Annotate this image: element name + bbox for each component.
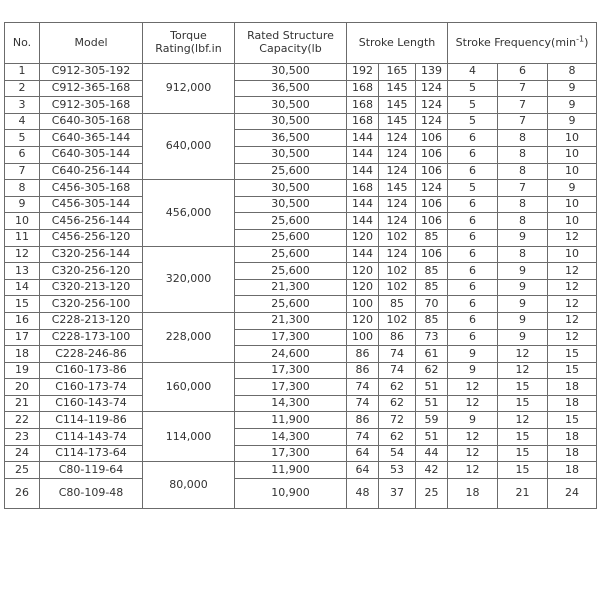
row-no: 15 [5,296,40,313]
row-stroke-length: 139 [416,64,448,81]
row-capacity: 24,600 [235,346,347,363]
row-stroke-length: 124 [379,246,416,263]
row-stroke-frequency: 12 [448,445,498,462]
row-stroke-length: 124 [416,113,448,130]
row-stroke-frequency: 6 [498,64,548,81]
header-capacity-line2: Capacity(lb [259,42,322,55]
row-stroke-length: 144 [347,246,379,263]
row-stroke-frequency: 12 [548,263,597,280]
row-model: C114-143-74 [40,429,143,446]
row-stroke-frequency: 15 [548,412,597,429]
row-stroke-length: 102 [379,263,416,280]
row-no: 3 [5,97,40,114]
row-stroke-length: 144 [347,130,379,147]
row-stroke-frequency: 12 [498,362,548,379]
row-capacity: 17,300 [235,445,347,462]
row-stroke-frequency: 21 [498,478,548,508]
row-stroke-frequency: 15 [498,429,548,446]
row-torque: 456,000 [143,180,235,246]
row-stroke-frequency: 10 [548,213,597,230]
row-stroke-frequency: 7 [498,80,548,97]
row-stroke-frequency: 6 [448,196,498,213]
table-row [5,196,597,213]
row-no: 25 [5,462,40,479]
table-row [5,312,597,329]
row-torque: 912,000 [143,64,235,114]
header-model: Model [40,23,143,64]
row-capacity: 17,300 [235,379,347,396]
row-stroke-length: 85 [416,263,448,280]
row-stroke-frequency: 5 [448,80,498,97]
row-capacity: 30,500 [235,64,347,81]
header-stroke-length: Stroke Length [347,23,448,64]
header-stroke-frequency-sup: -1 [576,34,585,44]
row-stroke-length: 85 [416,229,448,246]
row-torque: 640,000 [143,113,235,179]
row-stroke-frequency: 12 [548,312,597,329]
row-stroke-length: 86 [379,329,416,346]
row-stroke-length: 168 [347,80,379,97]
table-row [5,80,597,97]
row-stroke-length: 106 [416,213,448,230]
row-model: C228-213-120 [40,312,143,329]
row-model: C456-305-168 [40,180,143,197]
row-no: 17 [5,329,40,346]
row-stroke-length: 102 [379,279,416,296]
row-stroke-length: 124 [379,146,416,163]
row-stroke-length: 74 [379,362,416,379]
row-stroke-frequency: 15 [498,379,548,396]
row-model: C320-213-120 [40,279,143,296]
row-capacity: 14,300 [235,429,347,446]
row-stroke-frequency: 9 [548,97,597,114]
row-stroke-frequency: 9 [448,346,498,363]
table-row [5,462,597,479]
table-row [5,97,597,114]
row-stroke-length: 72 [379,412,416,429]
row-model: C228-246-86 [40,346,143,363]
row-no: 10 [5,213,40,230]
row-stroke-frequency: 9 [498,229,548,246]
table-row [5,113,597,130]
row-stroke-frequency: 10 [548,163,597,180]
row-no: 21 [5,395,40,412]
row-stroke-length: 25 [416,478,448,508]
row-stroke-length: 124 [416,80,448,97]
table-row [5,445,597,462]
row-capacity: 25,600 [235,213,347,230]
row-no: 2 [5,80,40,97]
row-stroke-length: 124 [416,180,448,197]
row-stroke-length: 124 [379,163,416,180]
row-no: 8 [5,180,40,197]
row-stroke-frequency: 6 [448,312,498,329]
table-row [5,478,597,508]
row-stroke-frequency: 7 [498,113,548,130]
row-no: 14 [5,279,40,296]
row-model: C320-256-120 [40,263,143,280]
row-stroke-length: 106 [416,246,448,263]
header-torque [143,23,235,64]
row-stroke-frequency: 12 [448,462,498,479]
row-stroke-length: 124 [379,130,416,147]
row-stroke-length: 144 [347,196,379,213]
row-capacity: 30,500 [235,97,347,114]
row-stroke-length: 37 [379,478,416,508]
row-capacity: 14,300 [235,395,347,412]
row-capacity: 21,300 [235,312,347,329]
row-stroke-length: 85 [416,279,448,296]
table-row [5,329,597,346]
row-capacity: 11,900 [235,412,347,429]
row-torque: 160,000 [143,362,235,412]
row-stroke-frequency: 15 [498,445,548,462]
row-no: 23 [5,429,40,446]
row-stroke-length: 124 [416,97,448,114]
row-stroke-length: 62 [379,395,416,412]
row-stroke-length: 100 [347,329,379,346]
table-row [5,395,597,412]
row-torque: 228,000 [143,312,235,362]
header-torque-line2: Rating(lbf.in [155,42,222,55]
row-capacity: 36,500 [235,80,347,97]
row-stroke-length: 120 [347,312,379,329]
row-model: C456-305-144 [40,196,143,213]
row-model: C320-256-144 [40,246,143,263]
row-no: 22 [5,412,40,429]
row-stroke-frequency: 6 [448,130,498,147]
row-stroke-frequency: 15 [498,462,548,479]
row-stroke-frequency: 12 [548,279,597,296]
row-stroke-length: 86 [347,362,379,379]
row-stroke-length: 144 [347,213,379,230]
table-row [5,213,597,230]
table-row [5,346,597,363]
row-stroke-frequency: 18 [548,462,597,479]
row-stroke-frequency: 7 [498,180,548,197]
row-stroke-frequency: 18 [548,445,597,462]
table-row [5,263,597,280]
row-stroke-frequency: 4 [448,64,498,81]
row-stroke-frequency: 18 [548,429,597,446]
row-stroke-frequency: 18 [448,478,498,508]
row-stroke-frequency: 6 [448,329,498,346]
row-stroke-length: 44 [416,445,448,462]
row-capacity: 36,500 [235,130,347,147]
row-stroke-length: 102 [379,229,416,246]
row-stroke-length: 85 [379,296,416,313]
row-stroke-length: 64 [347,445,379,462]
row-stroke-frequency: 10 [548,196,597,213]
table-row [5,163,597,180]
row-stroke-length: 74 [347,429,379,446]
row-stroke-length: 62 [416,362,448,379]
row-stroke-length: 145 [379,180,416,197]
table-row [5,429,597,446]
row-model: C912-365-168 [40,80,143,97]
row-stroke-frequency: 12 [548,229,597,246]
table-row [5,130,597,147]
table-row [5,279,597,296]
row-stroke-length: 165 [379,64,416,81]
row-stroke-length: 74 [379,346,416,363]
row-stroke-length: 168 [347,97,379,114]
row-stroke-length: 106 [416,196,448,213]
row-capacity: 25,600 [235,246,347,263]
table-row [5,362,597,379]
row-stroke-length: 86 [347,346,379,363]
table-row [5,229,597,246]
row-stroke-length: 85 [416,312,448,329]
row-stroke-frequency: 6 [448,229,498,246]
header-capacity [235,23,347,64]
row-stroke-frequency: 9 [448,412,498,429]
row-stroke-frequency: 18 [548,379,597,396]
row-stroke-frequency: 9 [548,180,597,197]
header-no: No. [5,23,40,64]
row-capacity: 11,900 [235,462,347,479]
row-stroke-frequency: 9 [498,312,548,329]
row-no: 7 [5,163,40,180]
row-stroke-frequency: 15 [548,346,597,363]
row-stroke-frequency: 9 [548,113,597,130]
row-stroke-frequency: 9 [548,80,597,97]
row-stroke-length: 168 [347,180,379,197]
header-stroke-frequency-text: Stroke Frequency(min [455,35,577,49]
row-model: C640-305-144 [40,146,143,163]
row-stroke-frequency: 15 [548,362,597,379]
row-stroke-frequency: 9 [498,296,548,313]
row-no: 20 [5,379,40,396]
row-stroke-frequency: 9 [498,279,548,296]
row-model: C640-305-168 [40,113,143,130]
row-stroke-length: 102 [379,312,416,329]
row-capacity: 25,600 [235,229,347,246]
row-stroke-frequency: 12 [498,346,548,363]
row-stroke-frequency: 9 [498,329,548,346]
row-model: C160-173-86 [40,362,143,379]
row-no: 16 [5,312,40,329]
row-stroke-length: 106 [416,146,448,163]
row-stroke-frequency: 12 [448,395,498,412]
row-model: C640-365-144 [40,130,143,147]
table-body [5,64,597,509]
row-stroke-frequency: 18 [548,395,597,412]
row-no: 19 [5,362,40,379]
row-stroke-frequency: 6 [448,296,498,313]
row-capacity: 30,500 [235,180,347,197]
row-no: 4 [5,113,40,130]
row-stroke-length: 54 [379,445,416,462]
row-no: 9 [5,196,40,213]
row-model: C228-173-100 [40,329,143,346]
row-stroke-length: 42 [416,462,448,479]
row-stroke-frequency: 8 [498,163,548,180]
row-torque: 114,000 [143,412,235,462]
row-torque: 320,000 [143,246,235,312]
row-stroke-length: 100 [347,296,379,313]
header-row [5,23,597,64]
row-stroke-frequency: 24 [548,478,597,508]
row-stroke-frequency: 7 [498,97,548,114]
table-row [5,296,597,313]
row-capacity: 25,600 [235,263,347,280]
row-stroke-frequency: 5 [448,113,498,130]
row-no: 26 [5,478,40,508]
table-row [5,412,597,429]
row-stroke-frequency: 9 [448,362,498,379]
row-model: C456-256-144 [40,213,143,230]
row-model: C80-109-48 [40,478,143,508]
row-capacity: 30,500 [235,113,347,130]
row-no: 11 [5,229,40,246]
row-stroke-frequency: 8 [498,146,548,163]
row-stroke-frequency: 10 [548,130,597,147]
row-stroke-length: 53 [379,462,416,479]
row-no: 6 [5,146,40,163]
spec-table [4,22,597,509]
row-stroke-frequency: 10 [548,146,597,163]
row-stroke-frequency: 6 [448,146,498,163]
row-stroke-length: 120 [347,279,379,296]
row-stroke-length: 86 [347,412,379,429]
header-stroke-frequency [448,23,597,64]
row-stroke-frequency: 8 [498,130,548,147]
row-stroke-frequency: 12 [498,412,548,429]
table-row [5,146,597,163]
row-stroke-length: 106 [416,163,448,180]
row-no: 18 [5,346,40,363]
row-capacity: 30,500 [235,146,347,163]
row-no: 5 [5,130,40,147]
row-stroke-length: 74 [347,395,379,412]
row-capacity: 25,600 [235,296,347,313]
row-no: 13 [5,263,40,280]
row-model: C320-256-100 [40,296,143,313]
row-stroke-length: 70 [416,296,448,313]
row-stroke-frequency: 5 [448,97,498,114]
row-stroke-length: 59 [416,412,448,429]
row-stroke-length: 145 [379,113,416,130]
row-stroke-frequency: 6 [448,213,498,230]
row-stroke-length: 64 [347,462,379,479]
row-capacity: 10,900 [235,478,347,508]
row-capacity: 30,500 [235,196,347,213]
row-model: C114-119-86 [40,412,143,429]
row-stroke-length: 192 [347,64,379,81]
row-stroke-length: 120 [347,229,379,246]
row-model: C640-256-144 [40,163,143,180]
header-capacity-line1: Rated Structure [247,29,334,43]
row-stroke-frequency: 8 [498,246,548,263]
row-stroke-length: 48 [347,478,379,508]
table-row [5,246,597,263]
table-row [5,180,597,197]
row-model: C160-143-74 [40,395,143,412]
row-stroke-frequency: 12 [548,329,597,346]
row-stroke-frequency: 6 [448,246,498,263]
row-stroke-frequency: 5 [448,180,498,197]
row-stroke-frequency: 12 [448,379,498,396]
row-stroke-frequency: 6 [448,263,498,280]
row-stroke-length: 51 [416,395,448,412]
row-capacity: 21,300 [235,279,347,296]
row-stroke-length: 51 [416,429,448,446]
row-model: C114-173-64 [40,445,143,462]
row-capacity: 25,600 [235,163,347,180]
row-stroke-frequency: 6 [448,279,498,296]
row-model: C912-305-192 [40,64,143,81]
row-stroke-frequency: 12 [448,429,498,446]
row-capacity: 17,300 [235,362,347,379]
row-stroke-frequency: 10 [548,246,597,263]
header-torque-line1: Torque [170,29,207,43]
row-no: 1 [5,64,40,81]
row-stroke-length: 74 [347,379,379,396]
row-stroke-frequency: 12 [548,296,597,313]
row-stroke-frequency: 15 [498,395,548,412]
row-no: 24 [5,445,40,462]
row-stroke-length: 168 [347,113,379,130]
table-row [5,64,597,81]
row-no: 12 [5,246,40,263]
row-stroke-frequency: 8 [548,64,597,81]
row-torque: 80,000 [143,462,235,509]
row-stroke-length: 73 [416,329,448,346]
row-stroke-length: 124 [379,196,416,213]
row-stroke-length: 144 [347,163,379,180]
row-stroke-length: 120 [347,263,379,280]
row-stroke-frequency: 9 [498,263,548,280]
row-stroke-frequency: 6 [448,163,498,180]
row-stroke-length: 144 [347,146,379,163]
row-stroke-length: 51 [416,379,448,396]
row-stroke-length: 145 [379,80,416,97]
row-stroke-length: 124 [379,213,416,230]
header-stroke-frequency-close: ) [584,35,589,49]
row-model: C80-119-64 [40,462,143,479]
row-model: C160-173-74 [40,379,143,396]
row-capacity: 17,300 [235,329,347,346]
table-row [5,379,597,396]
row-model: C912-305-168 [40,97,143,114]
row-stroke-length: 62 [379,429,416,446]
row-stroke-length: 106 [416,130,448,147]
row-stroke-length: 145 [379,97,416,114]
row-stroke-frequency: 8 [498,213,548,230]
row-stroke-length: 61 [416,346,448,363]
row-stroke-length: 62 [379,379,416,396]
row-stroke-frequency: 8 [498,196,548,213]
row-model: C456-256-120 [40,229,143,246]
